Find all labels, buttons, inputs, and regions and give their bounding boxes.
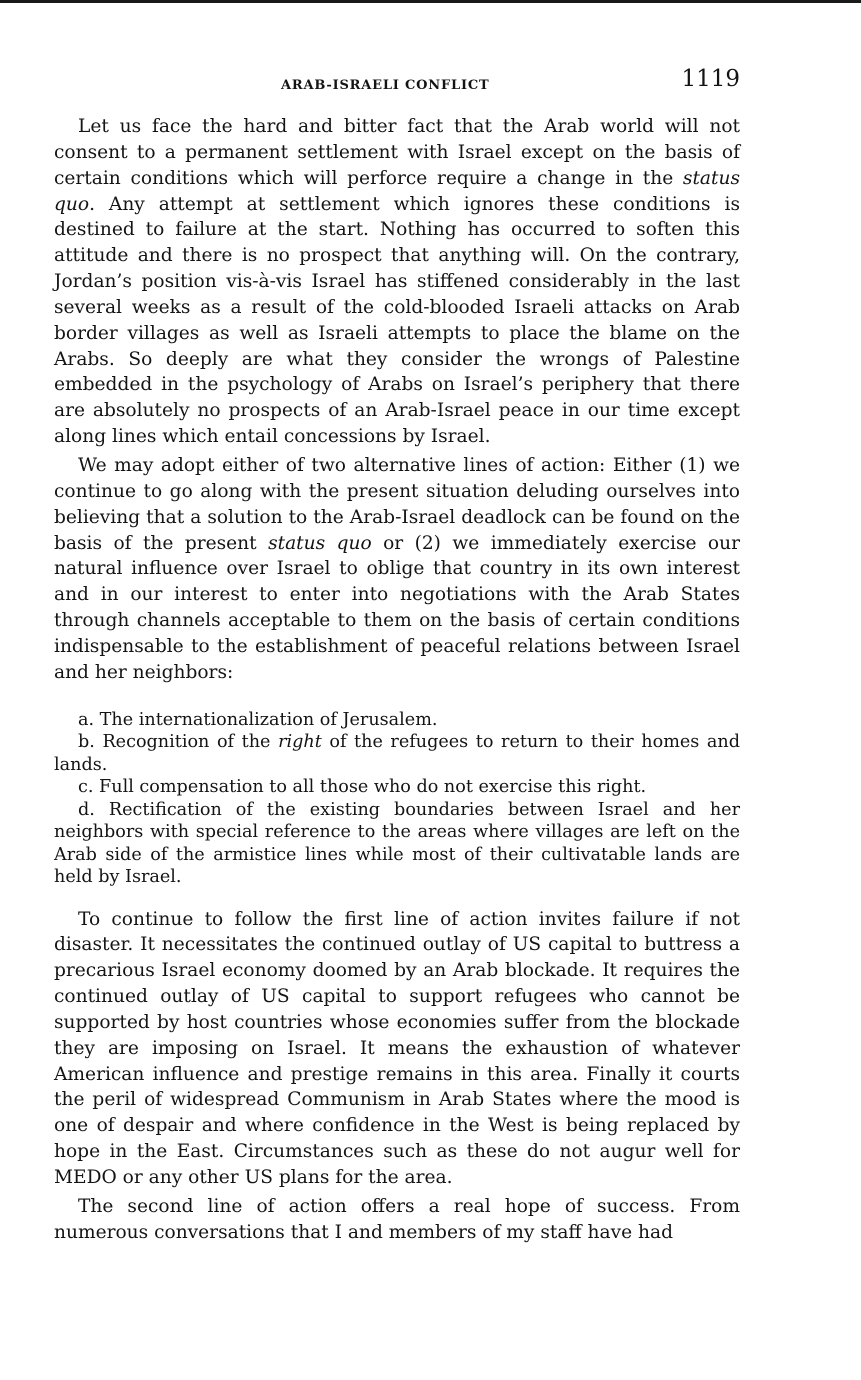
body-text bbox=[54, 114, 740, 1246]
running-header bbox=[54, 60, 740, 100]
condition-a: a. The internationalization of Jerusalem. bbox=[78, 709, 438, 730]
paragraph-1-text-b: . Any attempt at settlement which ignores these conditions is destined to failure at the start. Nothing has occurred to soften this attitude and there is no prospect that anything will. On the contrary, Jordan’s position vis-à-vis Israel has stiffened considerably in the last several weeks as a result of the cold-blooded Israeli attacks on Arab border villages as well as Israeli attempts to place the blame on the Arabs. So deeply are what they consider the wrongs of Palestine embedded in the psychology of Arabs on Israel’s periphery that there are absolutely no prospects of an Arab-Israel peace in our time except along lines which entail concessions by Israel. bbox=[54, 193, 740, 448]
paragraph-2-text-a: We may adopt either of two alternative lines of action: Either (1) we continue to go along with the present situation deluding ourselves into believing that a solution to the Arab-Israel deadlock can be found on the basis of the present bbox=[54, 454, 740, 554]
paragraph-1 bbox=[54, 114, 740, 450]
condition-b-text-b: of the refugees to return to their homes and lands. bbox=[54, 732, 740, 775]
conditions-list bbox=[54, 709, 740, 889]
condition-b-text-a: b. Recognition of the bbox=[78, 732, 279, 753]
paragraph-1-italic: status quo bbox=[54, 167, 740, 215]
paragraph-2-italic: status quo bbox=[268, 532, 372, 554]
document-page bbox=[54, 60, 740, 1246]
running-title: ARAB-ISRAELI CONFLICT bbox=[281, 78, 490, 93]
top-border-rule bbox=[0, 0, 861, 3]
paragraph-2 bbox=[54, 453, 740, 686]
paragraph-4: The second line of action offers a real hope of success. From numerous conversations that I and members of my staff have had bbox=[54, 1195, 740, 1243]
condition-c: c. Full compensation to all those who do not exercise this right. bbox=[78, 777, 647, 798]
condition-b bbox=[54, 731, 740, 776]
condition-d: d. Rectification of the existing boundaries between Israel and her neighbors with special reference to the areas where villages are left on the Arab side of the armistice lines while most of their cultivatable lands are held by Israel. bbox=[54, 799, 740, 888]
paragraph-3: To continue to follow the first line of action invites failure if not disaster. It necessitates the continued outlay of US capital to buttress a precarious Israel economy doomed by an Arab blockade. It requires the continued outlay of US capital to support refugees who cannot be supported by host countries whose economies suffer from the blockade they are imposing on Israel. It means the exhaustion of whatever American influence and prestige remains in this area. Finally it courts the peril of widespread Communism in Arab States where the mood is one of despair and where confidence in the West is being replaced by hope in the East. Circumstances such as these do not augur well for MEDO or any other US plans for the area. bbox=[54, 908, 740, 1188]
page-number: 1119 bbox=[681, 66, 740, 92]
condition-b-italic: right bbox=[278, 732, 322, 753]
paragraph-1-text-a: Let us face the hard and bitter fact that the Arab world will not consent to a permanent settlement with Israel except on the basis of certain conditions which will perforce require a change in the bbox=[54, 116, 740, 189]
paragraph-2-text-b: or (2) we immediately exercise our natural influence over Israel to oblige that country in its own interest and in our interest to enter into negotiations with the Arab States through channels acceptable to them on the basis of certain conditions indispensable to the establishment of peaceful relations between Israel and her neighbors: bbox=[54, 532, 740, 683]
